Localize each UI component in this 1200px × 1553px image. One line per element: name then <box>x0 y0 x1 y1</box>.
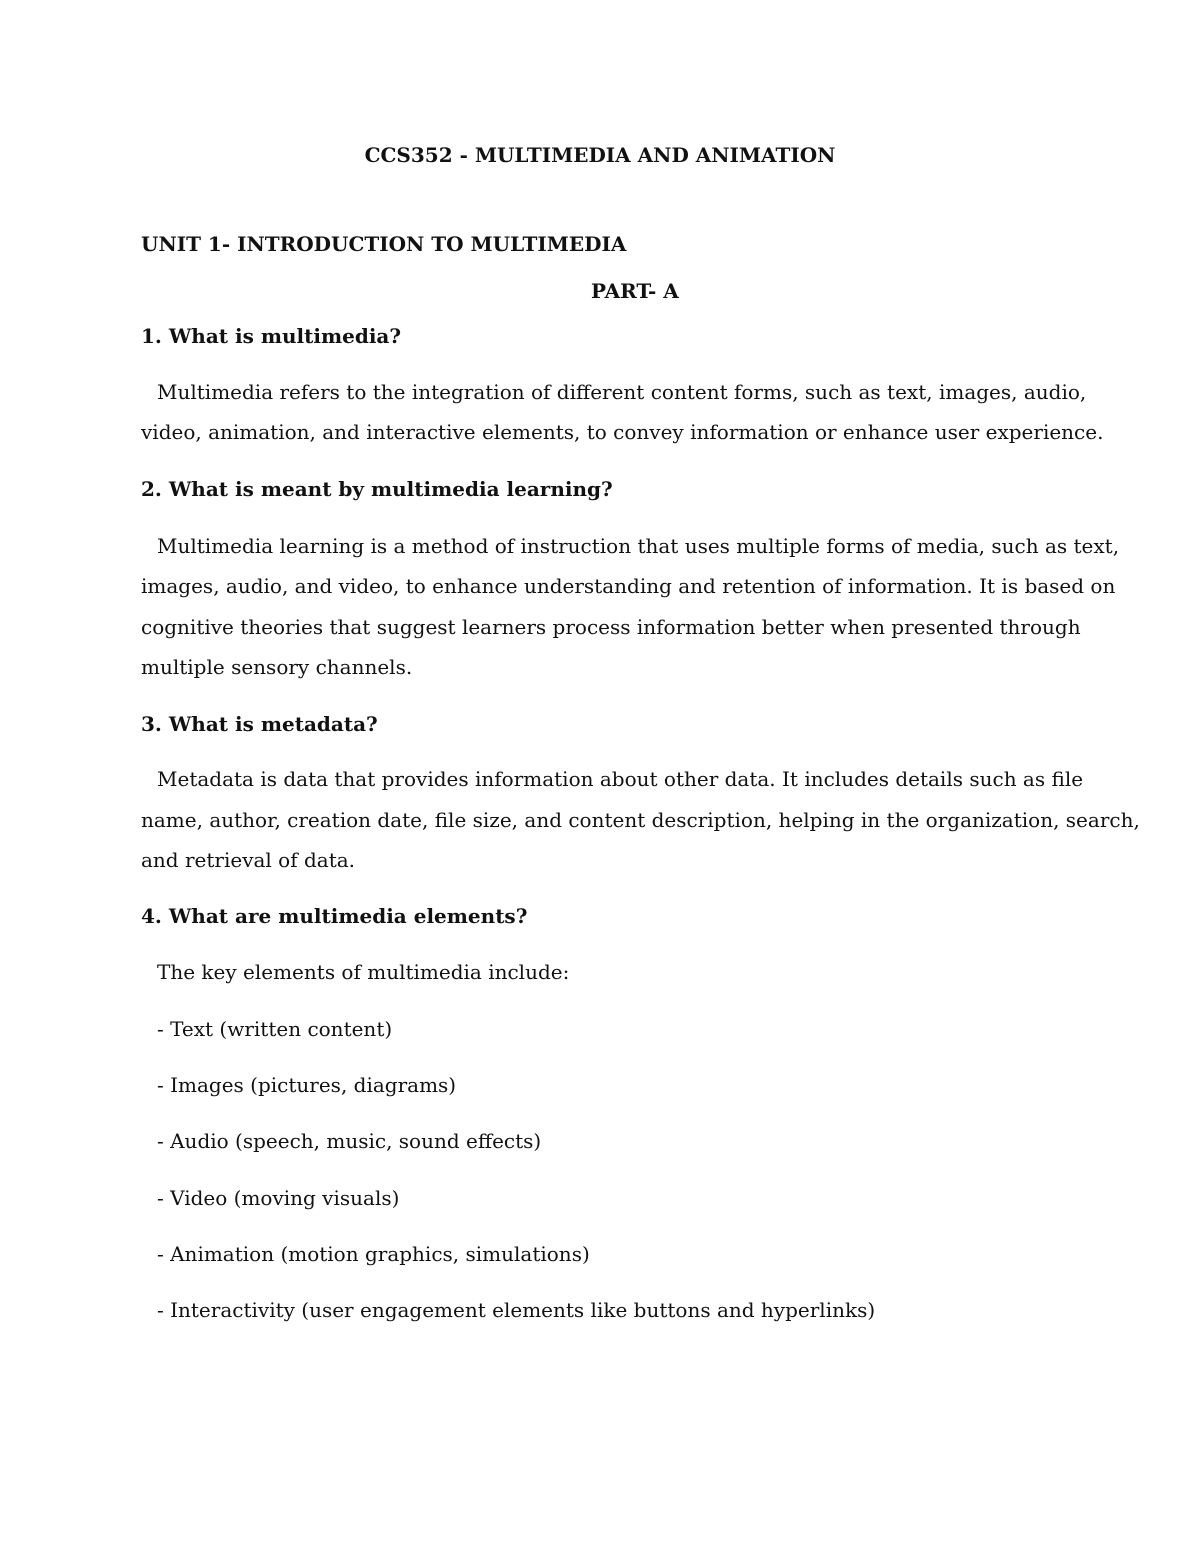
answer-2-line-4: multiple sensory channels. <box>141 655 413 679</box>
answer-3-line-2: name, author, creation date, file size, and content description, helping in the organization, search, <box>141 808 1140 832</box>
answer-3-line-3: and retrieval of data. <box>141 848 356 872</box>
answer-2-line-3: cognitive theories that suggest learners process information better when presented through <box>141 615 1081 639</box>
answer-2-line-1: Multimedia learning is a method of instruction that uses multiple forms of media, such as text, <box>157 534 1120 558</box>
answer-2-line-2: images, audio, and video, to enhance understanding and retention of information. It is based on <box>141 574 1116 598</box>
element-item-interactivity: - Interactivity (user engagement elements like buttons and hyperlinks) <box>157 1298 876 1322</box>
unit-heading: UNIT 1- INTRODUCTION TO MULTIMEDIA <box>141 232 627 256</box>
document-title: CCS352 - MULTIMEDIA AND ANIMATION <box>364 143 836 167</box>
element-item-images: - Images (pictures, diagrams) <box>157 1073 457 1097</box>
question-3: 3. What is metadata? <box>141 712 378 736</box>
question-2: 2. What is meant by multimedia learning? <box>141 477 613 501</box>
question-1: 1. What is multimedia? <box>141 324 402 348</box>
answer-4-intro: The key elements of multimedia include: <box>157 960 570 984</box>
part-heading: PART- A <box>591 279 679 303</box>
element-item-video: - Video (moving visuals) <box>157 1186 400 1210</box>
element-item-animation: - Animation (motion graphics, simulations) <box>157 1242 590 1266</box>
element-item-text: - Text (written content) <box>157 1017 393 1041</box>
answer-1-line-2: video, animation, and interactive elements, to convey information or enhance user experience. <box>141 420 1104 444</box>
answer-3-line-1: Metadata is data that provides information about other data. It includes details such as file <box>157 767 1084 791</box>
question-4: 4. What are multimedia elements? <box>141 904 528 928</box>
element-item-audio: - Audio (speech, music, sound effects) <box>157 1129 542 1153</box>
answer-1-line-1: Multimedia refers to the integration of different content forms, such as text, images, audio, <box>157 380 1087 404</box>
